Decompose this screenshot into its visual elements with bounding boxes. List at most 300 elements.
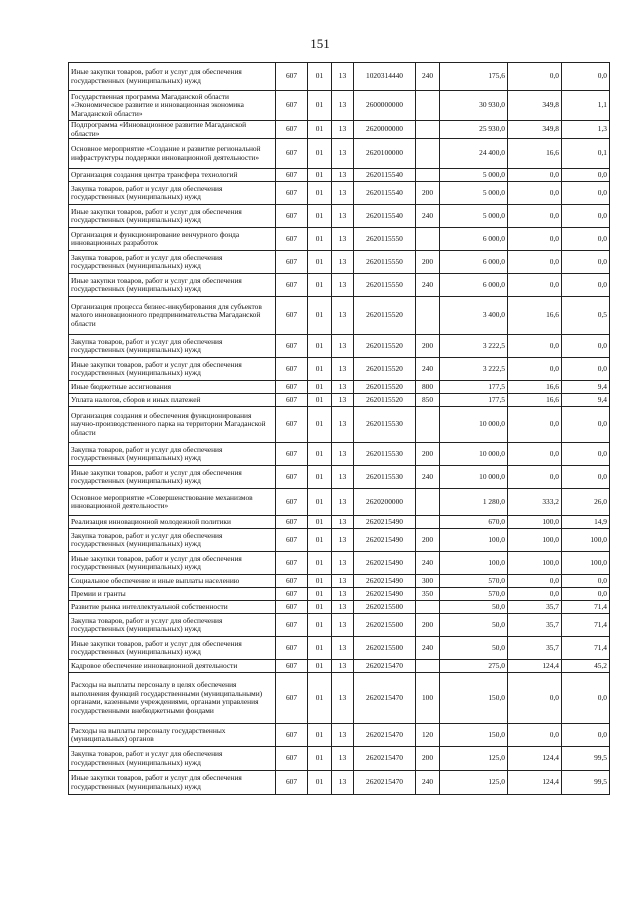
table-cell-name: Организация создания и обеспечения функционирования научно-производственного парка на территории Магаданской области <box>69 407 276 443</box>
table-cell-pr: 13 <box>332 381 354 394</box>
table-cell-pr: 13 <box>332 91 354 121</box>
table-cell-sum: 10 000,0 <box>440 466 508 489</box>
table-row <box>69 407 610 443</box>
table-cell-ved: 607 <box>276 297 308 335</box>
table-cell-pr: 13 <box>332 205 354 228</box>
table-cell-pr: 13 <box>332 443 354 466</box>
table-cell-ved: 607 <box>276 139 308 169</box>
table-cell-name: Государственная программа Магаданской области «Экономическое развитие и инновационная экономика Магаданской области» <box>69 91 276 121</box>
table-cell-csr: 2620115540 <box>354 182 416 205</box>
table-cell-csr: 2620115530 <box>354 443 416 466</box>
table-cell-vr: 850 <box>416 394 440 407</box>
table-cell-pr: 13 <box>332 601 354 614</box>
table-cell-csr: 2620115540 <box>354 205 416 228</box>
table-row <box>69 637 610 660</box>
table-cell-csr: 2620115530 <box>354 407 416 443</box>
table-cell-ved: 607 <box>276 489 308 516</box>
table-cell-ved: 607 <box>276 601 308 614</box>
table-cell-ved: 607 <box>276 121 308 139</box>
table-cell-spent: 0,0 <box>508 251 562 274</box>
table-cell-pct: 26,0 <box>562 489 610 516</box>
table-cell-pr: 13 <box>332 489 354 516</box>
table-cell-vr <box>416 169 440 182</box>
table-cell-name: Иные закупки товаров, работ и услуг для обеспечения государственных (муниципальных) нужд <box>69 466 276 489</box>
page-number: 151 <box>310 36 330 51</box>
table-cell-ved: 607 <box>276 443 308 466</box>
table-row <box>69 771 610 795</box>
table-row <box>69 358 610 381</box>
table-cell-sum: 24 400,0 <box>440 139 508 169</box>
table-row <box>69 139 610 169</box>
table-cell-vr: 240 <box>416 637 440 660</box>
table-cell-ved: 607 <box>276 182 308 205</box>
table-cell-vr: 200 <box>416 335 440 358</box>
table-row <box>69 251 610 274</box>
table-cell-spent: 35,7 <box>508 601 562 614</box>
table-cell-sum: 570,0 <box>440 575 508 588</box>
table-cell-pct: 100,0 <box>562 552 610 575</box>
table-cell-spent: 16,6 <box>508 381 562 394</box>
table-cell-sum: 150,0 <box>440 724 508 747</box>
table-cell-name: Премии и гранты <box>69 588 276 601</box>
table-cell-spent: 0,0 <box>508 335 562 358</box>
table-cell-spent: 0,0 <box>508 274 562 297</box>
table-cell-pct: 0,0 <box>562 205 610 228</box>
table-cell-csr: 2620215470 <box>354 673 416 724</box>
table-cell-pct: 45,2 <box>562 660 610 673</box>
table-cell-ved: 607 <box>276 552 308 575</box>
table-cell-pr: 13 <box>332 63 354 91</box>
table-cell-pct: 0,0 <box>562 588 610 601</box>
table-cell-vr: 350 <box>416 588 440 601</box>
table-cell-rz: 01 <box>308 601 332 614</box>
table-cell-name: Иные закупки товаров, работ и услуг для обеспечения государственных (муниципальных) нужд <box>69 358 276 381</box>
table-cell-pr: 13 <box>332 552 354 575</box>
table-cell-csr: 2620115520 <box>354 358 416 381</box>
table-cell-rz: 01 <box>308 588 332 601</box>
table-cell-pr: 13 <box>332 660 354 673</box>
table-cell-pct: 1,1 <box>562 91 610 121</box>
table-cell-sum: 100,0 <box>440 529 508 552</box>
table-cell-name: Основное мероприятие «Совершенствование механизмов инновационной деятельности» <box>69 489 276 516</box>
table-cell-vr <box>416 660 440 673</box>
table-cell-csr: 2620115540 <box>354 169 416 182</box>
table-cell-pct: 0,5 <box>562 297 610 335</box>
table-cell-pct: 99,5 <box>562 771 610 795</box>
table-cell-csr: 2620115550 <box>354 251 416 274</box>
table-cell-name: Иные бюджетные ассигнования <box>69 381 276 394</box>
table-cell-csr: 2620215470 <box>354 747 416 771</box>
table-cell-vr: 200 <box>416 529 440 552</box>
table-cell-spent: 0,0 <box>508 588 562 601</box>
table-cell-csr: 2620215490 <box>354 575 416 588</box>
table-cell-ved: 607 <box>276 724 308 747</box>
table-row <box>69 614 610 637</box>
table-cell-name: Закупка товаров, работ и услуг для обеспечения государственных (муниципальных) нужд <box>69 529 276 552</box>
table-cell-pct: 0,0 <box>562 673 610 724</box>
table-cell-sum: 125,0 <box>440 747 508 771</box>
table-cell-pct: 0,0 <box>562 358 610 381</box>
table-cell-sum: 50,0 <box>440 614 508 637</box>
table-row <box>69 552 610 575</box>
table-cell-sum: 177,5 <box>440 381 508 394</box>
table-cell-name: Закупка товаров, работ и услуг для обеспечения государственных (муниципальных) нужд <box>69 747 276 771</box>
table-cell-csr: 2620115520 <box>354 335 416 358</box>
table-row <box>69 205 610 228</box>
table-cell-name: Иные закупки товаров, работ и услуг для обеспечения государственных (муниципальных) нужд <box>69 552 276 575</box>
table-cell-pct: 1,3 <box>562 121 610 139</box>
table-cell-sum: 670,0 <box>440 516 508 529</box>
table-cell-rz: 01 <box>308 489 332 516</box>
table-cell-spent: 35,7 <box>508 614 562 637</box>
table-cell-ved: 607 <box>276 529 308 552</box>
table-cell-pr: 13 <box>332 614 354 637</box>
table-cell-name: Иные закупки товаров, работ и услуг для обеспечения государственных (муниципальных) нужд <box>69 205 276 228</box>
table-cell-name: Основное мероприятие «Создание и развитие региональной инфраструктуры поддержки инновационной деятельности» <box>69 139 276 169</box>
table-cell-csr: 2620215490 <box>354 552 416 575</box>
table-cell-sum: 6 000,0 <box>440 251 508 274</box>
table-cell-rz: 01 <box>308 91 332 121</box>
table-cell-name: Расходы на выплаты персоналу в целях обеспечения выполнения функций государственными (муниципальными) органами, казенными учреждениями, органами управления государственными внебюджетными фондами <box>69 673 276 724</box>
table-cell-sum: 50,0 <box>440 601 508 614</box>
table-cell-pr: 13 <box>332 182 354 205</box>
table-cell-name: Расходы на выплаты персоналу государственных (муниципальных) органов <box>69 724 276 747</box>
table-cell-vr: 800 <box>416 381 440 394</box>
table-cell-csr: 2620115530 <box>354 466 416 489</box>
table-cell-csr: 2620215500 <box>354 601 416 614</box>
table-cell-spent: 124,4 <box>508 747 562 771</box>
table-cell-pr: 13 <box>332 673 354 724</box>
table-cell-pr: 13 <box>332 747 354 771</box>
table-cell-csr: 2620115520 <box>354 394 416 407</box>
table-cell-name: Закупка товаров, работ и услуг для обеспечения государственных (муниципальных) нужд <box>69 182 276 205</box>
table-row <box>69 443 610 466</box>
table-cell-ved: 607 <box>276 771 308 795</box>
table-cell-sum: 570,0 <box>440 588 508 601</box>
table-cell-ved: 607 <box>276 575 308 588</box>
table-cell-name: Организация процесса бизнес-инкубирования для субъектов малого инновационного предпринимательства Магаданской области <box>69 297 276 335</box>
table-row <box>69 489 610 516</box>
table-cell-ved: 607 <box>276 614 308 637</box>
table-cell-name: Закупка товаров, работ и услуг для обеспечения государственных (муниципальных) нужд <box>69 335 276 358</box>
table-row <box>69 381 610 394</box>
table-cell-name: Закупка товаров, работ и услуг для обеспечения государственных (муниципальных) нужд <box>69 614 276 637</box>
table-cell-vr <box>416 407 440 443</box>
table-cell-spent: 0,0 <box>508 724 562 747</box>
table-cell-name: Иные закупки товаров, работ и услуг для обеспечения государственных (муниципальных) нужд <box>69 63 276 91</box>
table-cell-spent: 100,0 <box>508 552 562 575</box>
table-cell-rz: 01 <box>308 575 332 588</box>
table-cell-ved: 607 <box>276 335 308 358</box>
table-cell-rz: 01 <box>308 335 332 358</box>
table-cell-csr: 1020314440 <box>354 63 416 91</box>
table-cell-name: Организация и функционирование венчурного фонда инновационных разработок <box>69 228 276 251</box>
table-cell-ved: 607 <box>276 91 308 121</box>
table-cell-rz: 01 <box>308 771 332 795</box>
table-cell-spent: 0,0 <box>508 673 562 724</box>
table-cell-name: Иные закупки товаров, работ и услуг для обеспечения государственных (муниципальных) нужд <box>69 637 276 660</box>
table-cell-spent: 100,0 <box>508 516 562 529</box>
table-cell-spent: 0,0 <box>508 407 562 443</box>
table-cell-name: Подпрограмма «Инновационное развитие Магаданской области» <box>69 121 276 139</box>
table-cell-spent: 0,0 <box>508 443 562 466</box>
table-cell-vr: 240 <box>416 205 440 228</box>
table-cell-spent: 16,6 <box>508 297 562 335</box>
table-cell-name: Развитие рынка интеллектуальной собственности <box>69 601 276 614</box>
table-cell-spent: 16,6 <box>508 394 562 407</box>
table-cell-rz: 01 <box>308 552 332 575</box>
table-cell-rz: 01 <box>308 121 332 139</box>
table-cell-ved: 607 <box>276 381 308 394</box>
table-cell-ved: 607 <box>276 228 308 251</box>
table-cell-vr <box>416 228 440 251</box>
table-cell-spent: 0,0 <box>508 169 562 182</box>
table-cell-csr: 2600000000 <box>354 91 416 121</box>
table-row <box>69 228 610 251</box>
table-cell-rz: 01 <box>308 381 332 394</box>
table-cell-pr: 13 <box>332 588 354 601</box>
table-cell-rz: 01 <box>308 466 332 489</box>
table-row <box>69 529 610 552</box>
table-cell-vr: 300 <box>416 575 440 588</box>
table-cell-spent: 0,0 <box>508 466 562 489</box>
table-cell-pr: 13 <box>332 466 354 489</box>
table-cell-csr: 2620215470 <box>354 771 416 795</box>
table-cell-pr: 13 <box>332 139 354 169</box>
table-row <box>69 588 610 601</box>
table-cell-pct: 0,1 <box>562 139 610 169</box>
table-cell-pct: 100,0 <box>562 529 610 552</box>
table-cell-vr <box>416 601 440 614</box>
table-cell-name: Иные закупки товаров, работ и услуг для обеспечения государственных (муниципальных) нужд <box>69 771 276 795</box>
table-cell-vr: 200 <box>416 443 440 466</box>
table-cell-ved: 607 <box>276 660 308 673</box>
table-cell-sum: 150,0 <box>440 673 508 724</box>
table-row <box>69 274 610 297</box>
table-cell-csr: 2620115550 <box>354 274 416 297</box>
table-cell-csr: 2620215500 <box>354 637 416 660</box>
table-cell-sum: 30 930,0 <box>440 91 508 121</box>
table-cell-vr <box>416 297 440 335</box>
table-cell-csr: 2620215470 <box>354 724 416 747</box>
table-cell-sum: 5 000,0 <box>440 182 508 205</box>
table-cell-spent: 349,8 <box>508 121 562 139</box>
table-cell-pr: 13 <box>332 169 354 182</box>
table-cell-ved: 607 <box>276 394 308 407</box>
table-cell-pct: 99,5 <box>562 747 610 771</box>
table-cell-pct: 0,0 <box>562 575 610 588</box>
table-cell-ved: 607 <box>276 358 308 381</box>
table-cell-pr: 13 <box>332 516 354 529</box>
table-cell-pr: 13 <box>332 274 354 297</box>
table-cell-rz: 01 <box>308 660 332 673</box>
table-cell-vr: 120 <box>416 724 440 747</box>
table-row <box>69 91 610 121</box>
table-cell-rz: 01 <box>308 637 332 660</box>
table-cell-vr: 200 <box>416 251 440 274</box>
table-cell-vr: 240 <box>416 771 440 795</box>
table-cell-name: Уплата налогов, сборов и иных платежей <box>69 394 276 407</box>
table-row <box>69 394 610 407</box>
table-cell-sum: 125,0 <box>440 771 508 795</box>
table-cell-ved: 607 <box>276 588 308 601</box>
table-cell-vr: 240 <box>416 63 440 91</box>
table-cell-rz: 01 <box>308 274 332 297</box>
table-cell-vr: 240 <box>416 358 440 381</box>
table-cell-rz: 01 <box>308 228 332 251</box>
table-cell-pct: 71,4 <box>562 637 610 660</box>
table-cell-sum: 3 400,0 <box>440 297 508 335</box>
table-cell-pr: 13 <box>332 251 354 274</box>
table-cell-vr: 240 <box>416 552 440 575</box>
table-cell-spent: 0,0 <box>508 358 562 381</box>
table-cell-name: Закупка товаров, работ и услуг для обеспечения государственных (муниципальных) нужд <box>69 251 276 274</box>
table-cell-csr: 2620215490 <box>354 588 416 601</box>
table-cell-pr: 13 <box>332 575 354 588</box>
table-cell-name: Организация создания центра трансфера технологий <box>69 169 276 182</box>
table-cell-csr: 2620115550 <box>354 228 416 251</box>
table-cell-sum: 6 000,0 <box>440 274 508 297</box>
table-cell-sum: 177,5 <box>440 394 508 407</box>
table-cell-csr: 2620215500 <box>354 614 416 637</box>
table-cell-pr: 13 <box>332 297 354 335</box>
table-cell-rz: 01 <box>308 516 332 529</box>
table-cell-pct: 71,4 <box>562 614 610 637</box>
table-cell-rz: 01 <box>308 394 332 407</box>
table-cell-sum: 1 280,0 <box>440 489 508 516</box>
table-cell-spent: 0,0 <box>508 575 562 588</box>
table-cell-pr: 13 <box>332 637 354 660</box>
table-cell-rz: 01 <box>308 747 332 771</box>
table-row <box>69 575 610 588</box>
table-cell-sum: 275,0 <box>440 660 508 673</box>
table-row <box>69 297 610 335</box>
table-cell-sum: 100,0 <box>440 552 508 575</box>
table-row <box>69 466 610 489</box>
table-cell-ved: 607 <box>276 673 308 724</box>
table-cell-sum: 5 000,0 <box>440 205 508 228</box>
table-cell-rz: 01 <box>308 182 332 205</box>
table-cell-rz: 01 <box>308 205 332 228</box>
table-cell-pr: 13 <box>332 394 354 407</box>
table-cell-pct: 0,0 <box>562 724 610 747</box>
table-cell-sum: 6 000,0 <box>440 228 508 251</box>
table-cell-rz: 01 <box>308 724 332 747</box>
table-cell-pct: 0,0 <box>562 63 610 91</box>
table-cell-pr: 13 <box>332 335 354 358</box>
table-cell-pr: 13 <box>332 529 354 552</box>
table-cell-spent: 124,4 <box>508 771 562 795</box>
table-cell-rz: 01 <box>308 251 332 274</box>
table-cell-vr: 200 <box>416 614 440 637</box>
table-cell-pct: 0,0 <box>562 407 610 443</box>
table-cell-sum: 5 000,0 <box>440 169 508 182</box>
table-cell-csr: 2620215490 <box>354 529 416 552</box>
table-row <box>69 121 610 139</box>
table-row <box>69 747 610 771</box>
table-cell-ved: 607 <box>276 205 308 228</box>
table-cell-csr: 2620000000 <box>354 121 416 139</box>
table-cell-vr <box>416 516 440 529</box>
table-cell-csr: 2620215490 <box>354 516 416 529</box>
table-cell-pct: 0,0 <box>562 182 610 205</box>
table-cell-pr: 13 <box>332 771 354 795</box>
table-cell-pct: 9,4 <box>562 381 610 394</box>
table-cell-sum: 10 000,0 <box>440 443 508 466</box>
table-cell-ved: 607 <box>276 169 308 182</box>
table-cell-spent: 16,6 <box>508 139 562 169</box>
table-cell-spent: 124,4 <box>508 660 562 673</box>
table-cell-csr: 2620115520 <box>354 381 416 394</box>
table-cell-rz: 01 <box>308 358 332 381</box>
table-cell-ved: 607 <box>276 63 308 91</box>
table-cell-ved: 607 <box>276 274 308 297</box>
table-cell-spent: 100,0 <box>508 529 562 552</box>
table-cell-rz: 01 <box>308 297 332 335</box>
table-cell-name: Реализация инновационной молодежной политики <box>69 516 276 529</box>
table-cell-pr: 13 <box>332 228 354 251</box>
table-cell-rz: 01 <box>308 529 332 552</box>
table-cell-pr: 13 <box>332 724 354 747</box>
table-cell-vr <box>416 121 440 139</box>
table-row <box>69 601 610 614</box>
table-cell-pr: 13 <box>332 407 354 443</box>
table-cell-name: Иные закупки товаров, работ и услуг для обеспечения государственных (муниципальных) нужд <box>69 274 276 297</box>
table-cell-csr: 2620100000 <box>354 139 416 169</box>
budget-table <box>68 62 610 795</box>
table-cell-pct: 0,0 <box>562 466 610 489</box>
table-cell-ved: 607 <box>276 251 308 274</box>
table-cell-ved: 607 <box>276 407 308 443</box>
table-cell-ved: 607 <box>276 516 308 529</box>
table-row <box>69 673 610 724</box>
table-cell-ved: 607 <box>276 747 308 771</box>
table-cell-pct: 9,4 <box>562 394 610 407</box>
table-row <box>69 182 610 205</box>
table-cell-spent: 0,0 <box>508 182 562 205</box>
table-cell-pct: 14,9 <box>562 516 610 529</box>
table-cell-sum: 3 222,5 <box>440 358 508 381</box>
table-cell-sum: 50,0 <box>440 637 508 660</box>
table-cell-sum: 25 930,0 <box>440 121 508 139</box>
table-cell-name: Закупка товаров, работ и услуг для обеспечения государственных (муниципальных) нужд <box>69 443 276 466</box>
table-cell-pct: 0,0 <box>562 169 610 182</box>
table-cell-rz: 01 <box>308 443 332 466</box>
table-cell-name: Кадровое обеспечение инновационной деятельности <box>69 660 276 673</box>
table-row <box>69 63 610 91</box>
table-row <box>69 724 610 747</box>
table-cell-rz: 01 <box>308 139 332 169</box>
table-cell-name: Социальное обеспечение и иные выплаты населению <box>69 575 276 588</box>
table-cell-vr: 240 <box>416 274 440 297</box>
table-cell-ved: 607 <box>276 466 308 489</box>
table-cell-sum: 175,6 <box>440 63 508 91</box>
table-cell-sum: 3 222,5 <box>440 335 508 358</box>
table-cell-rz: 01 <box>308 614 332 637</box>
table-cell-pct: 0,0 <box>562 443 610 466</box>
table-cell-csr: 2620215470 <box>354 660 416 673</box>
table-cell-pct: 71,4 <box>562 601 610 614</box>
table-cell-spent: 333,2 <box>508 489 562 516</box>
table-cell-pct: 0,0 <box>562 251 610 274</box>
table-cell-vr <box>416 489 440 516</box>
table-cell-csr: 2620200000 <box>354 489 416 516</box>
table-cell-vr: 100 <box>416 673 440 724</box>
table-cell-sum: 10 000,0 <box>440 407 508 443</box>
table-cell-rz: 01 <box>308 407 332 443</box>
table-row <box>69 335 610 358</box>
table-cell-ved: 607 <box>276 637 308 660</box>
